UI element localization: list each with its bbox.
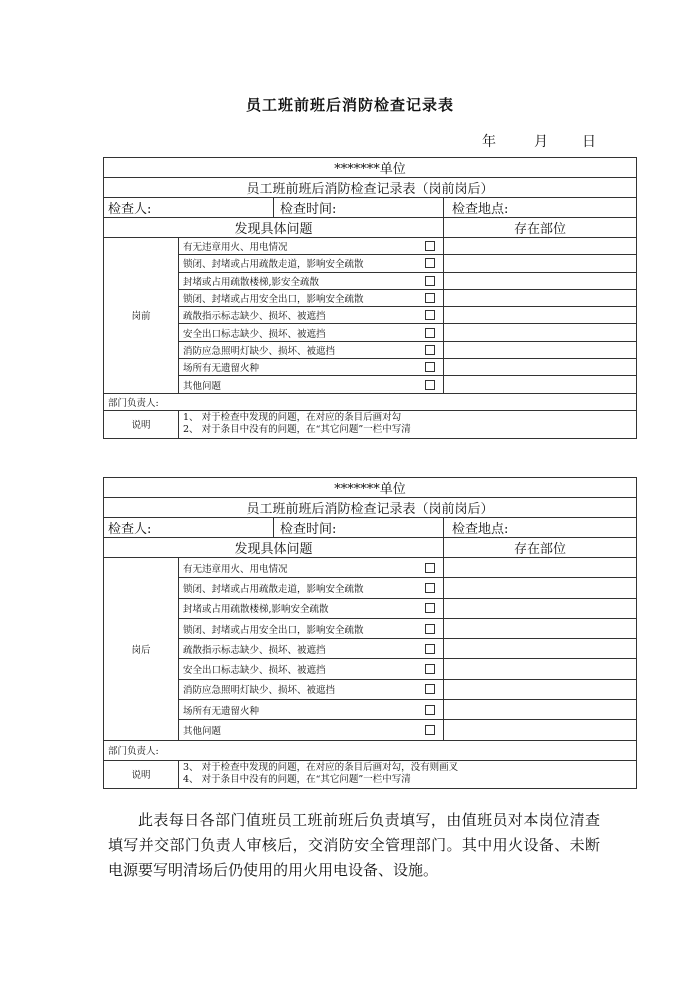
checklist-item: 其他问题 xyxy=(179,720,444,740)
date-day-label: 日 xyxy=(582,134,596,150)
checkbox[interactable] xyxy=(425,644,435,654)
issues-header: 发现具体问题 xyxy=(104,538,444,558)
note-line: 1、 对于检查中发现的问题，在对应的条目后画对勾 xyxy=(183,412,402,424)
checkbox[interactable] xyxy=(425,328,435,338)
checkbox[interactable] xyxy=(425,345,435,355)
checklist-item: 疏散指示标志缺少、损坏、被遮挡 xyxy=(179,639,444,659)
inspection-location-field[interactable]: 检查地点: xyxy=(444,198,637,218)
checklist-item: 锁闭、封堵或占用安全出口，影响安全疏散 xyxy=(179,618,444,638)
checkbox[interactable] xyxy=(425,276,435,286)
inspector-field[interactable]: 检查人: xyxy=(104,518,274,538)
note-line: 3、 对于检查中发现的问题，在对应的条目后画对勾，没有则画叉 xyxy=(183,762,459,774)
checklist-item: 安全出口标志缺少、损坏、被遮挡 xyxy=(179,324,444,341)
note-label: 说明 xyxy=(104,410,179,438)
position-cell[interactable] xyxy=(444,598,637,618)
position-cell[interactable] xyxy=(444,238,637,255)
position-cell[interactable] xyxy=(444,376,637,393)
checklist-item: 有无违章用火、用电情况 xyxy=(179,238,444,255)
checklist-item: 场所有无遗留火种 xyxy=(179,359,444,376)
checkbox[interactable] xyxy=(425,603,435,613)
checkbox[interactable] xyxy=(425,362,435,372)
position-cell[interactable] xyxy=(444,307,637,324)
inspection-table-pre-shift xyxy=(103,157,637,439)
phase-label: 岗后 xyxy=(104,558,179,741)
note-content xyxy=(179,760,637,788)
position-cell[interactable] xyxy=(444,679,637,699)
checkbox[interactable] xyxy=(425,684,435,694)
footer-paragraph: 此表每日各部门值班员工班前班后负责填写，由值班员对本岗位清查填写并交部门负责人审核后，交消防安全管理部门。其中用火设备、未断电源要写明清场后仍使用的用火用电设备、设施。 xyxy=(108,811,600,879)
inspection-location-field[interactable]: 检查地点: xyxy=(444,518,637,538)
unit-name: *******单位 xyxy=(104,478,637,498)
checklist-item: 疏散指示标志缺少、损坏、被遮挡 xyxy=(179,307,444,324)
checklist-item: 锁闭、封堵或占用疏散走道，影响安全疏散 xyxy=(179,255,444,272)
checklist-item: 封堵或占用疏散楼梯,影响安全疏散 xyxy=(179,598,444,618)
position-cell[interactable] xyxy=(444,618,637,638)
issues-header: 发现具体问题 xyxy=(104,218,444,238)
checkbox[interactable] xyxy=(425,293,435,303)
dept-head-field[interactable]: 部门负责人: xyxy=(104,740,637,760)
checklist-item: 有无违章用火、用电情况 xyxy=(179,558,444,578)
checkbox[interactable] xyxy=(425,664,435,674)
position-cell[interactable] xyxy=(444,341,637,358)
position-cell[interactable] xyxy=(444,289,637,306)
position-cell[interactable] xyxy=(444,324,637,341)
checkbox[interactable] xyxy=(425,705,435,715)
checklist-item: 其他问题 xyxy=(179,376,444,393)
dept-head-field[interactable]: 部门负责人: xyxy=(104,393,637,410)
checkbox[interactable] xyxy=(425,310,435,320)
position-header: 存在部位 xyxy=(444,218,637,238)
checkbox[interactable] xyxy=(425,583,435,593)
position-cell[interactable] xyxy=(444,255,637,272)
position-cell[interactable] xyxy=(444,639,637,659)
note-content xyxy=(179,410,637,438)
position-cell[interactable] xyxy=(444,359,637,376)
position-cell[interactable] xyxy=(444,578,637,598)
checkbox[interactable] xyxy=(425,241,435,251)
checklist-item: 场所有无遗留火种 xyxy=(179,700,444,720)
position-cell[interactable] xyxy=(444,659,637,679)
position-cell[interactable] xyxy=(444,720,637,740)
unit-name: *******单位 xyxy=(104,158,637,178)
note-label: 说明 xyxy=(104,760,179,788)
checkbox[interactable] xyxy=(425,624,435,634)
checklist-item: 锁闭、封堵或占用安全出口，影响安全疏散 xyxy=(179,289,444,306)
note-line: 4、 对于条目中没有的问题，在“其它问题”一栏中写清 xyxy=(183,774,411,786)
position-header: 存在部位 xyxy=(444,538,637,558)
checkbox[interactable] xyxy=(425,563,435,573)
note-line: 2、 对于条目中没有的问题，在“其它问题”一栏中写清 xyxy=(183,424,411,436)
checklist-item: 封堵或占用疏散楼梯,影安全疏散 xyxy=(179,272,444,289)
checkbox[interactable] xyxy=(425,725,435,735)
checklist-item: 消防应急照明灯缺少、损坏、被遮挡 xyxy=(179,341,444,358)
position-cell[interactable] xyxy=(444,558,637,578)
date-year-label: 年 xyxy=(482,134,496,150)
position-cell[interactable] xyxy=(444,272,637,289)
table-subtitle: 员工班前班后消防检查记录表（岗前岗后） xyxy=(104,498,637,518)
inspector-field[interactable]: 检查人: xyxy=(104,198,274,218)
table-subtitle: 员工班前班后消防检查记录表（岗前岗后） xyxy=(104,178,637,198)
position-cell[interactable] xyxy=(444,700,637,720)
checklist-item: 消防应急照明灯缺少、损坏、被遮挡 xyxy=(179,679,444,699)
date-month-label: 月 xyxy=(534,134,548,150)
checklist-item: 锁闭、封堵或占用疏散走道，影响安全疏散 xyxy=(179,578,444,598)
inspection-time-field[interactable]: 检查时间: xyxy=(274,198,444,218)
phase-label: 岗前 xyxy=(104,238,179,394)
inspection-time-field[interactable]: 检查时间: xyxy=(274,518,444,538)
inspection-table-post-shift xyxy=(103,477,637,789)
checkbox[interactable] xyxy=(425,380,435,390)
checkbox[interactable] xyxy=(425,258,435,268)
page-title: 员工班前班后消防检查记录表 xyxy=(245,96,454,114)
checklist-item: 安全出口标志缺少、损坏、被遮挡 xyxy=(179,659,444,679)
